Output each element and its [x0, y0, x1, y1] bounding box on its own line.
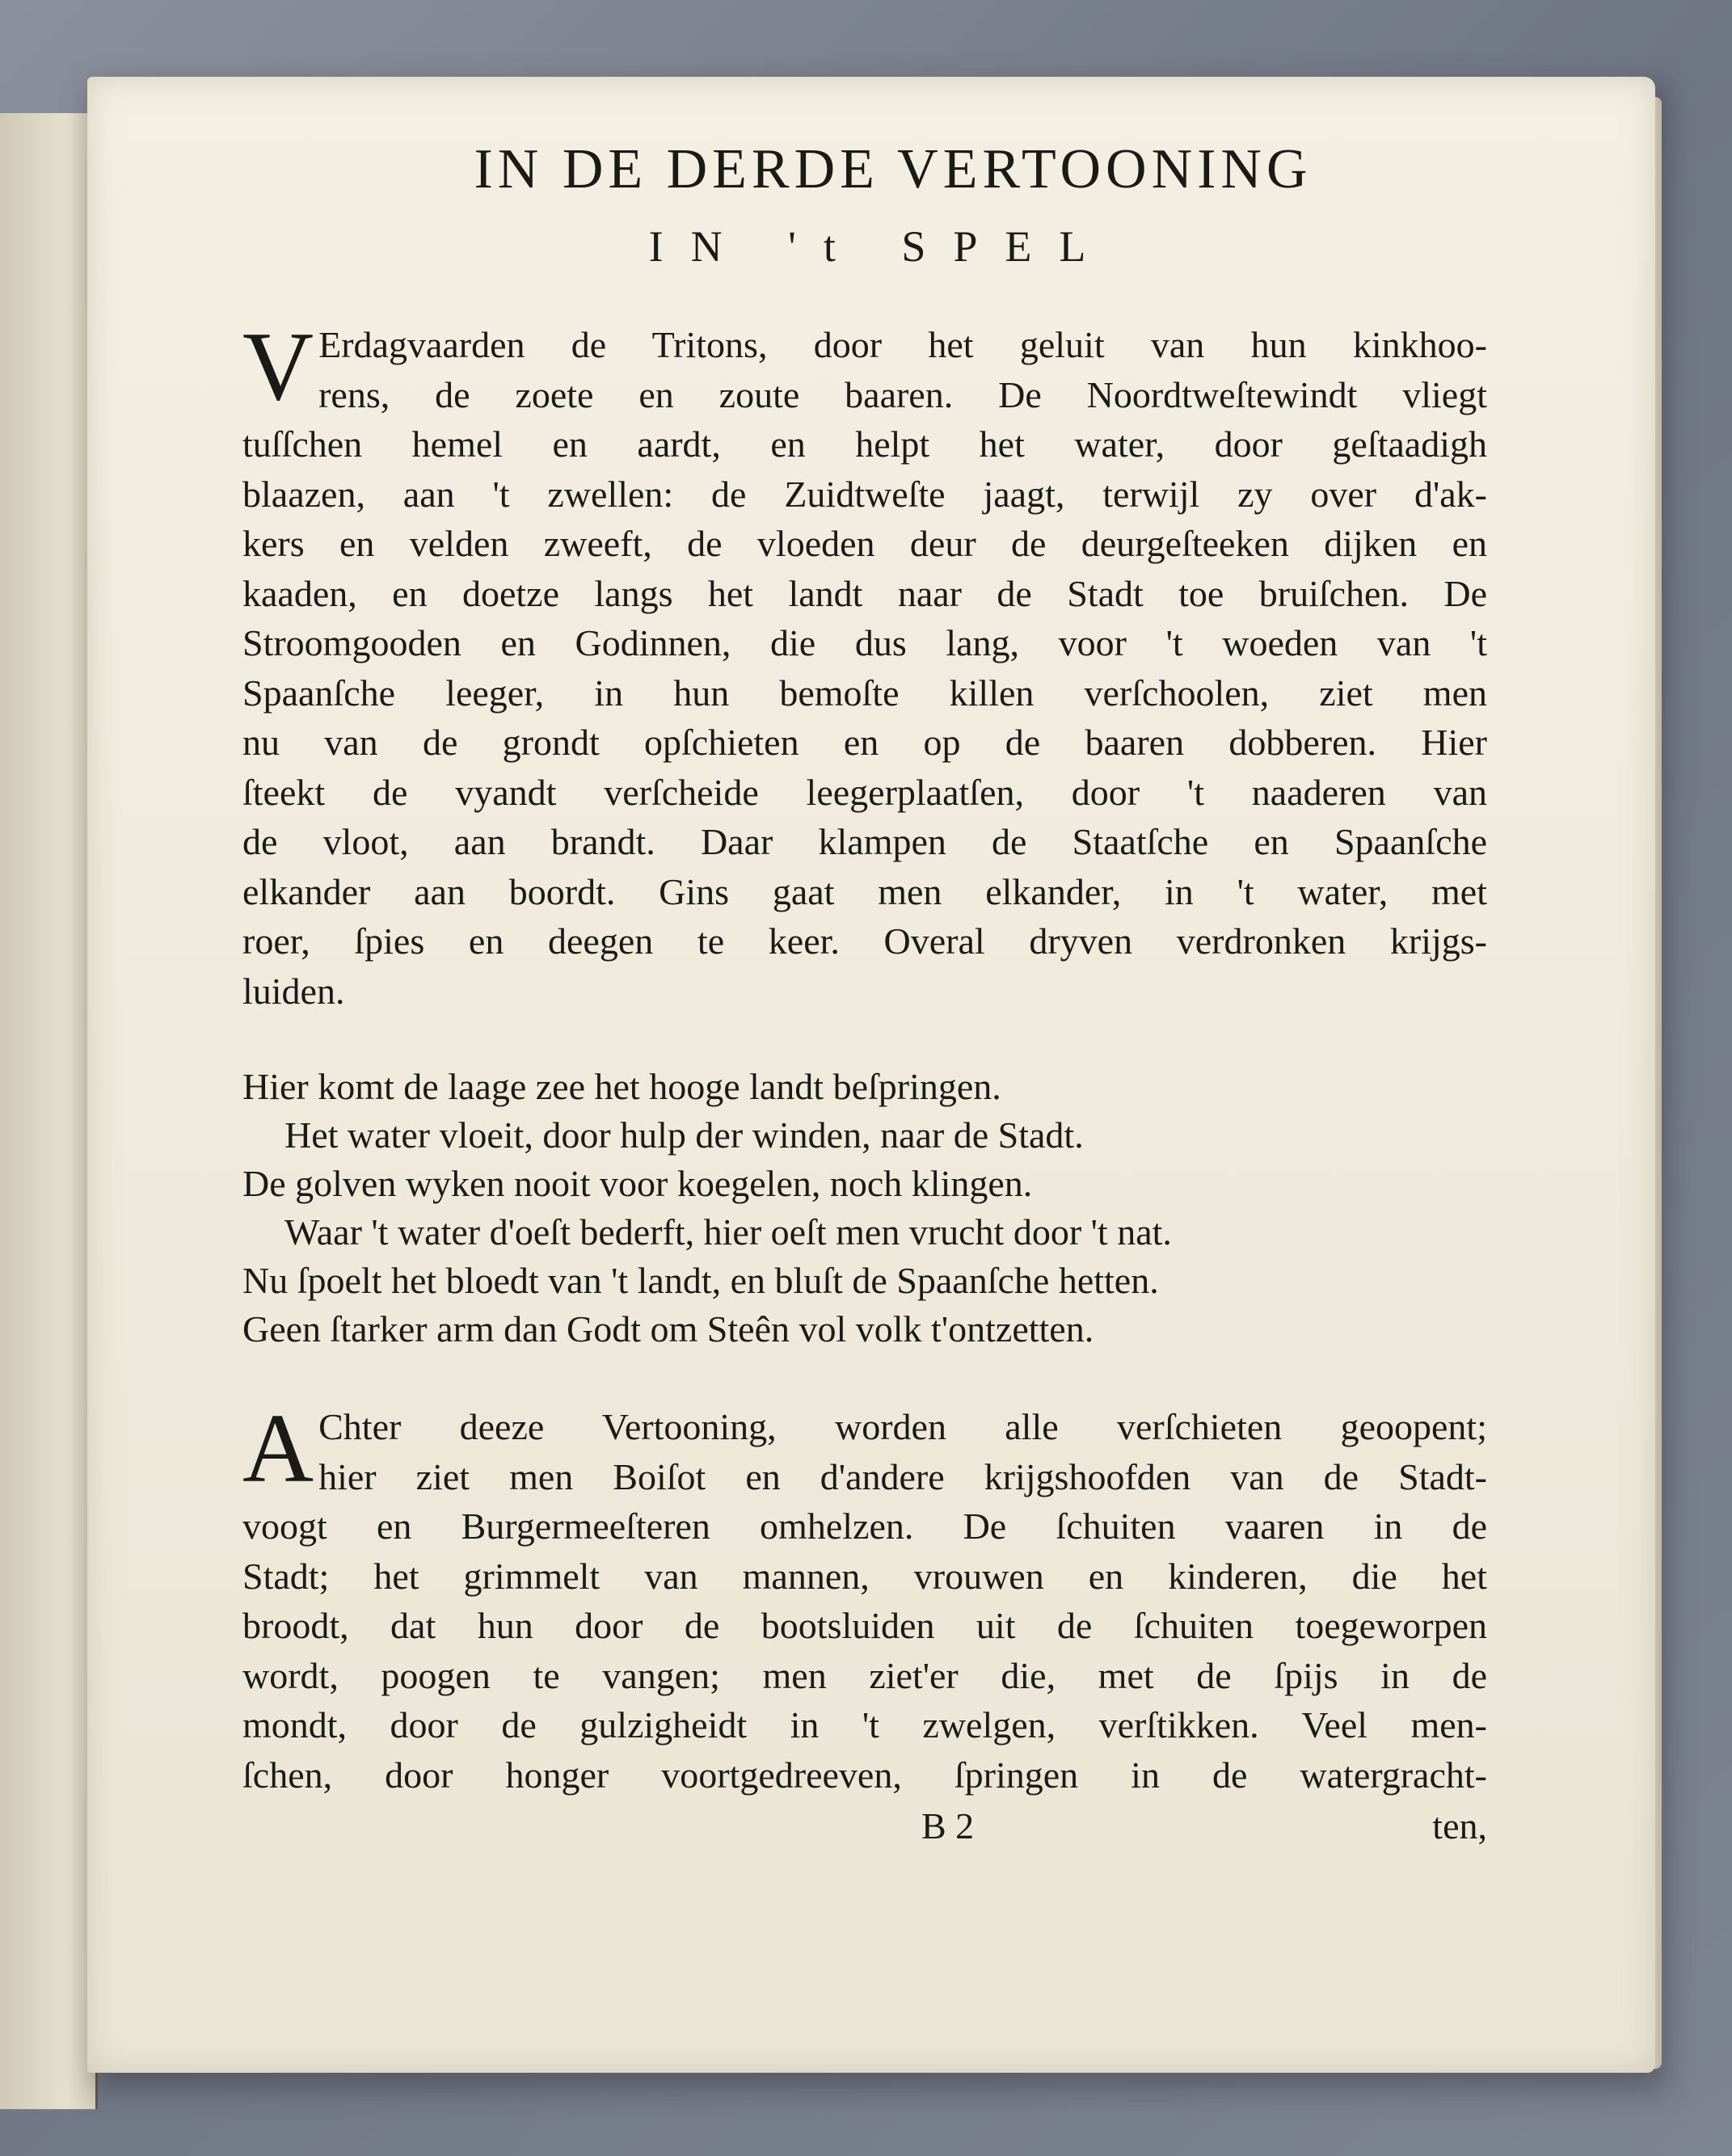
- verse-line: De golven wyken nooit voor koegelen, noch klingen.: [242, 1163, 1033, 1204]
- text-line: luiden.: [242, 970, 345, 1012]
- text-line: Stadt; het grimmelt van mannen, vrouwen en kinderen, die het: [242, 1555, 1487, 1597]
- text-line: blaazen, aan 't zwellen: de Zuidtweſte jaagt, terwijl zy over d'ak-: [242, 473, 1487, 515]
- text-line: Chter deeze Vertooning, worden alle verſchieten geoopent;: [318, 1406, 1487, 1447]
- verse-line: Nu ſpoelt het bloedt van 't landt, en bluſt de Spaanſche hetten.: [242, 1260, 1159, 1301]
- verse-line: Het water vloeit, door hulp der winden, naar de Stadt.: [284, 1114, 1084, 1156]
- text-line: rens, de zoete en zoute baaren. De Noordtweſtewindt vliegt: [318, 373, 1487, 415]
- catchword: ten,: [1432, 1805, 1487, 1846]
- text-line: kers en velden zweeft, de vloeden deur de deurgeſteeken dijken en: [242, 523, 1487, 564]
- text-line: ſchen, door honger voortgedreeven, ſpringen in de watergracht-: [242, 1754, 1487, 1796]
- text-line: Erdagvaarden de Tritons, door het geluit van hun kinkhoo-: [318, 324, 1487, 365]
- text-line: nu van de grondt opſchieten en op de baaren dobberen. Hier: [242, 722, 1487, 763]
- page-subtitle: IN 't SPEL: [648, 222, 1114, 271]
- text-line: voogt en Burgermeeſteren omhelzen. De ſchuiten vaaren in de: [242, 1505, 1487, 1547]
- text-line: hier ziet men Boiſot en d'andere krijgshoofden van de Stadt-: [318, 1455, 1487, 1497]
- page-text: [242, 129, 1487, 1853]
- text-line: kaaden, en doetze langs het landt naar de Stadt toe bruiſchen. De: [242, 572, 1487, 614]
- page-title: IN DE DERDE VERTOONING: [474, 138, 1313, 200]
- text-line: tuſſchen hemel en aardt, en helpt het water, door geſtaadigh: [242, 423, 1487, 465]
- text-line: de vloot, aan brandt. Daar klampen de Staatſche en Spaanſche: [242, 821, 1487, 862]
- text-line: elkander aan boordt. Gins gaat men elkander, in 't water, met: [242, 870, 1487, 912]
- signature-mark: B 2: [921, 1805, 975, 1846]
- facing-page-edge: [0, 113, 98, 2109]
- verse-block: [242, 1063, 1487, 1354]
- text-line: broodt, dat hun door de bootsluiden uit de ſchuiten toegeworpen: [242, 1605, 1487, 1646]
- paragraph-1: [242, 312, 1487, 1016]
- text-line: roer, ſpies en deegen te keer. Overal dryven verdronken krijgs-: [242, 920, 1487, 962]
- text-line: ſteekt de vyandt verſcheide leegerplaatſen, door 't naaderen van: [242, 771, 1487, 813]
- verse-line: Geen ſtarker arm dan Godt om Steên vol volk t'ontzetten.: [242, 1308, 1094, 1350]
- text-line: mondt, door de gulzigheidt in 't zwelgen, verſtikken. Veel men-: [242, 1704, 1487, 1745]
- verse-line: Hier komt de laage zee het hooge landt beſpringen.: [242, 1066, 1001, 1107]
- page-footer: [242, 1804, 1487, 1853]
- drop-cap: A: [242, 1394, 314, 1503]
- verse-line: Waar 't water d'oeſt bederft, hier oeſt men vrucht door 't nat.: [284, 1211, 1172, 1253]
- text-line: Stroomgooden en Godinnen, die dus lang, voor 't woeden van 't: [242, 622, 1487, 663]
- drop-cap: V: [242, 312, 314, 421]
- text-line: Spaanſche leeger, in hun bemoſte killen verſchoolen, ziet men: [242, 672, 1487, 714]
- paragraph-2: [242, 1394, 1487, 1800]
- text-line: wordt, poogen te vangen; men ziet'er die, met de ſpijs in de: [242, 1654, 1487, 1696]
